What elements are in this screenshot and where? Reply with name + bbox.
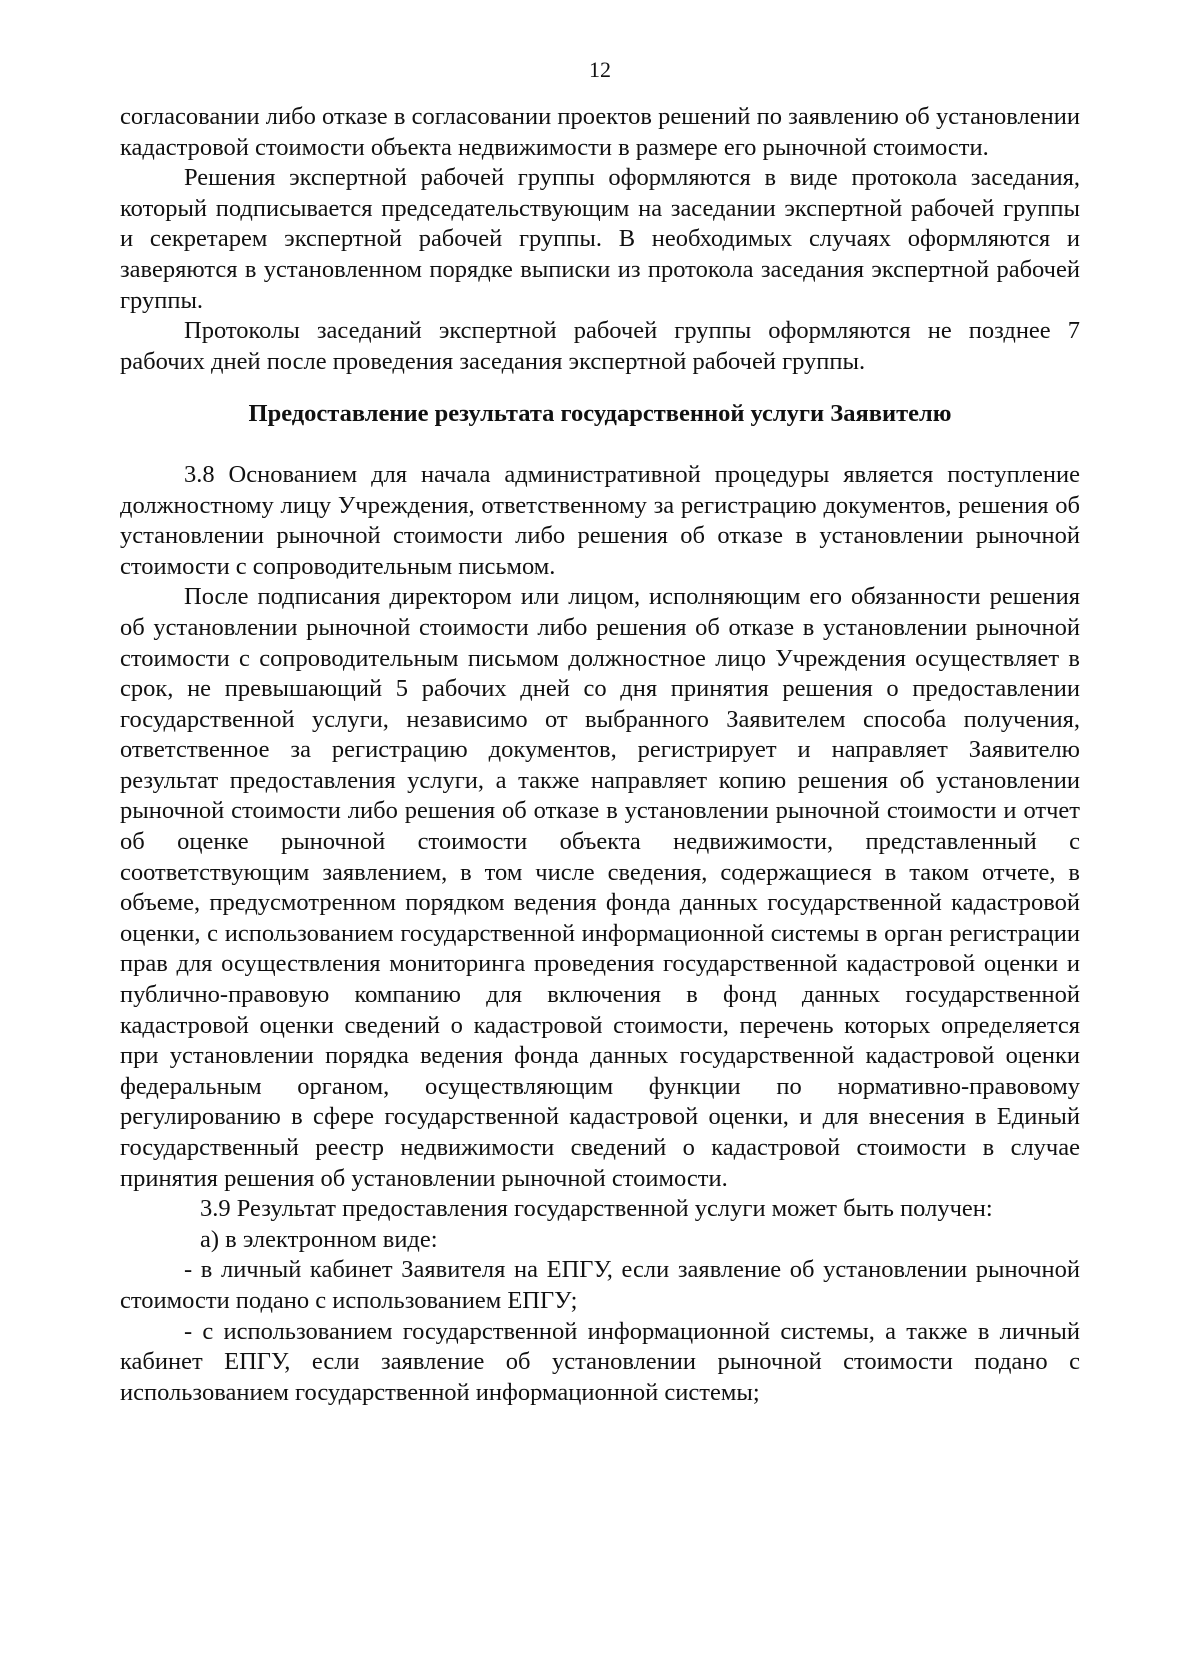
list-item-state-info-system: - с использованием государственной информационной системы, а также в личный кабинет ЕПГУ, если заявление об установлении рыночной стоимости подано с использованием государственной информационной системы;: [120, 1317, 1080, 1406]
document-body: [120, 102, 1080, 1408]
page-number: 12: [589, 57, 611, 82]
paragraph-after-signing: После подписания директором или лицом, исполняющим его обязанности решения об установлении рыночной стоимости либо решения об отказе в установлении рыночной стоимости с сопроводительным письмом должностное лицо Учреждения осуществляет в срок, не превышающий 5 рабочих дней со дня принятия решения о предоставлении государственной услуги, независимо от выбранного Заявителем способа получения, ответственное за регистрацию документов, регистрирует и направляет Заявителю результат предоставления услуги, а также направляет копию решения об установлении рыночной стоимости либо решения об отказе в установлении рыночной стоимости и отчет об оценке рыночной стоимости объекта недвижимости, представленный с соответствующим заявлением, в том числе сведения, содержащиеся в таком отчете, в объеме, предусмотренном порядком ведения фонда данных государственной кадастровой оценки, с использованием государственной информационной системы в орган регистрации прав для осуществления мониторинга проведения государственной кадастровой оценки и публично-правовую компанию для включения в фонд данных государственной кадастровой оценки сведений о кадастровой стоимости, перечень которых определяется при установлении порядка ведения фонда данных государственной кадастровой оценки федеральным органом, осуществляющим функции по нормативно-правовому регулированию в сфере государственной кадастровой оценки, и для внесения в Единый государственный реестр недвижимости сведений о кадастровой стоимости в случае принятия решения об установлении рыночной стоимости.: [120, 583, 1080, 1192]
list-item-electronic: а) в электронном виде:: [200, 1225, 438, 1253]
spacer: [120, 430, 1080, 460]
list-item-epgu-cabinet: - в личный кабинет Заявителя на ЕПГУ, если заявление об установлении рыночной стоимости подано с использованием ЕПГУ;: [120, 1256, 1080, 1314]
paragraph-3-8: 3.8 Основанием для начала административной процедуры является поступление должностному лицу Учреждения, ответственному за регистрацию документов, решения об установлении рыночной стоимости либо решения об отказе в установлении рыночной стоимости с сопроводительным письмом.: [120, 460, 1080, 580]
paragraph-3-9: 3.9 Результат предоставления государственной услуги может быть получен:: [200, 1195, 993, 1223]
section-heading: Предоставление результата государственной услуги Заявителю: [248, 400, 952, 428]
spacer: [120, 377, 1080, 399]
paragraph-protocol-decisions: Решения экспертной рабочей группы оформляются в виде протокола заседания, который подписывается председательствующим на заседании экспертной рабочей группы и секретарем экспертной рабочей группы. В необходимых случаях оформляются и заверяются в установленном порядке выписки из протокола заседания экспертной рабочей группы.: [120, 164, 1080, 314]
paragraph-protocol-deadline: Протоколы заседаний экспертной рабочей группы оформляются не позднее 7 рабочих дней после проведения заседания экспертной рабочей группы.: [120, 317, 1080, 375]
paragraph-continuation: согласовании либо отказе в согласовании проектов решений по заявлению об установлении кадастровой стоимости объекта недвижимости в размере его рыночной стоимости.: [120, 103, 1080, 161]
